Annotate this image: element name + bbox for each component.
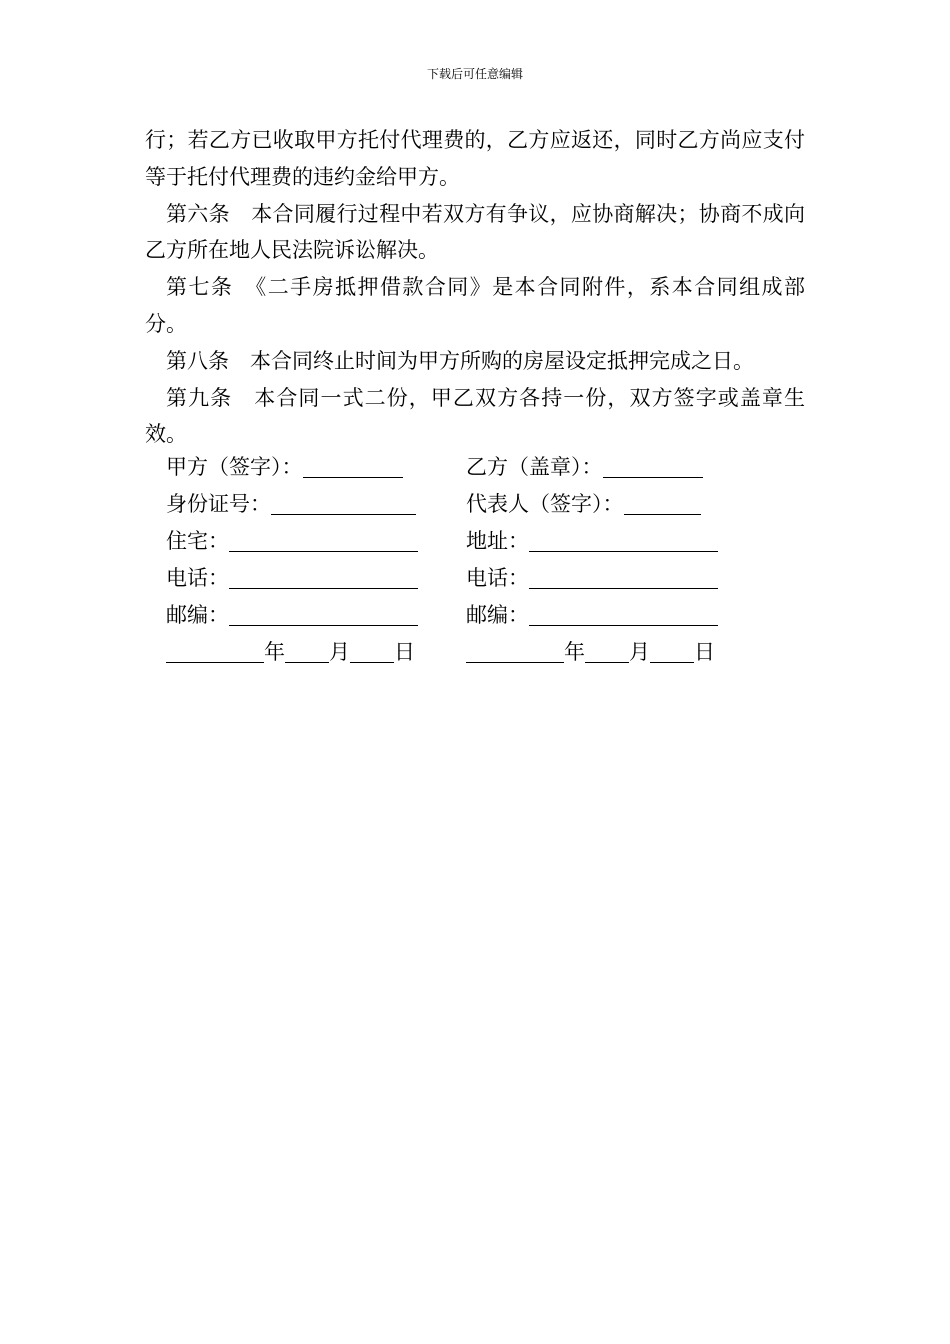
party-a-year-label: 年 — [264, 640, 285, 664]
signature-row-phone — [166, 560, 766, 597]
page-header: 下载后可任意编辑 — [426, 67, 523, 81]
party-b-address-label: 地址： — [466, 529, 529, 553]
party-a-phone — [166, 560, 418, 597]
signature-row-sign — [166, 449, 766, 486]
party-b-date — [466, 634, 715, 671]
party-b-seal — [466, 449, 703, 486]
party-b-phone-label: 电话： — [466, 566, 529, 590]
clause-6: 第六条 本合同履行过程中若双方有争议，应协商解决；协商不成向乙方所在地人民法院诉讼解决。 — [145, 201, 805, 263]
clause-9: 第九条 本合同一式二份，甲乙双方各持一份，双方签字或盖章生效。 — [145, 385, 805, 447]
signature-row-postcode — [166, 597, 766, 634]
party-b-month-line — [585, 636, 629, 663]
signature-row-address — [166, 523, 766, 560]
party-b-month-label: 月 — [629, 640, 650, 664]
signature-row-date — [166, 634, 766, 671]
party-a-date — [166, 634, 415, 671]
party-b-year-line — [466, 636, 564, 663]
party-a-year-line — [166, 636, 264, 663]
party-a-residence-line — [229, 525, 418, 552]
party-b-day-line — [650, 636, 694, 663]
party-a-id — [166, 486, 416, 523]
party-b-rep-line — [624, 488, 701, 515]
clause-8: 第八条 本合同终止时间为甲方所购的房屋设定抵押完成之日。 — [166, 348, 754, 373]
party-a-month-label: 月 — [329, 640, 350, 664]
party-a-sign-label: 甲方（签字）： — [166, 455, 303, 479]
party-a-residence-label: 住宅： — [166, 529, 229, 553]
party-b-seal-line — [603, 451, 703, 478]
party-b-seal-label: 乙方（盖章）： — [466, 455, 603, 479]
party-a-phone-label: 电话： — [166, 566, 229, 590]
contract-body — [145, 122, 805, 453]
party-a-day-line — [350, 636, 394, 663]
party-b-phone-line — [529, 562, 718, 589]
party-a-postcode — [166, 597, 418, 634]
party-b-rep-label: 代表人（签字）： — [466, 492, 624, 516]
signature-block — [166, 449, 766, 671]
party-a-residence — [166, 523, 418, 560]
party-a-id-line — [271, 488, 416, 515]
party-a-postcode-label: 邮编： — [166, 603, 229, 627]
party-a-postcode-line — [229, 599, 418, 626]
party-b-address — [466, 523, 718, 560]
party-a-day-label: 日 — [394, 640, 415, 664]
party-b-postcode — [466, 597, 718, 634]
party-b-postcode-label: 邮编： — [466, 603, 529, 627]
party-a-month-line — [285, 636, 329, 663]
party-b-day-label: 日 — [694, 640, 715, 664]
party-b-phone — [466, 560, 718, 597]
party-b-year-label: 年 — [564, 640, 585, 664]
party-a-phone-line — [229, 562, 418, 589]
party-a-id-label: 身份证号： — [166, 492, 271, 516]
clause-continuation: 行；若乙方已收取甲方托付代理费的，乙方应返还，同时乙方尚应支付等于托付代理费的违约金给甲方。 — [145, 128, 805, 189]
party-b-address-line — [529, 525, 718, 552]
party-b-postcode-line — [529, 599, 718, 626]
party-b-rep — [466, 486, 701, 523]
party-a-sign — [166, 449, 403, 486]
clause-7: 第七条 《二手房抵押借款合同》是本合同附件，系本合同组成部分。 — [145, 275, 805, 336]
party-a-sign-line — [303, 451, 403, 478]
signature-row-id — [166, 486, 766, 523]
